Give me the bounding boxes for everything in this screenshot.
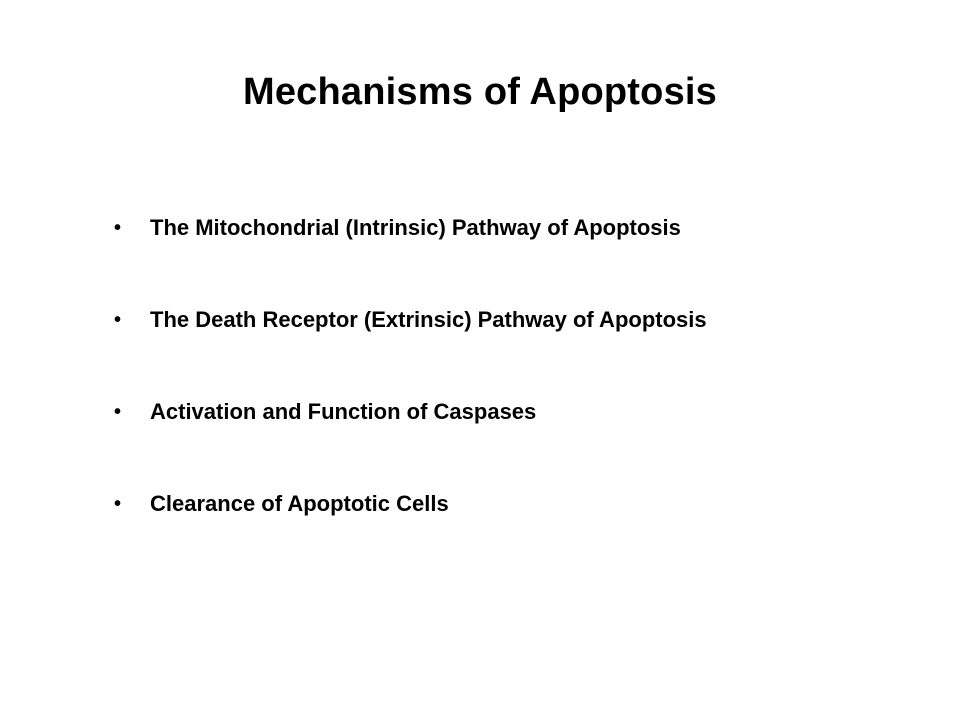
bullet-item-death-receptor-pathway [114, 297, 914, 389]
bullet-text: Activation and Function of Caspases [150, 399, 537, 424]
bullet-text: The Mitochondrial (Intrinsic) Pathway of Apoptosis [150, 215, 681, 240]
bullet-text: The Death Receptor (Extrinsic) Pathway of Apoptosis [150, 307, 707, 332]
bullet-marker: • [114, 217, 122, 239]
slide-title: Mechanisms of Apoptosis [242, 71, 718, 113]
bullet-list [114, 205, 914, 573]
bullet-marker: • [114, 309, 122, 331]
bullet-item-mitochondrial-pathway [114, 205, 914, 297]
bullet-marker: • [114, 493, 122, 515]
bullet-marker: • [114, 401, 122, 423]
bullet-item-clearance [114, 481, 914, 573]
bullet-item-caspases [114, 389, 914, 481]
bullet-text: Clearance of Apoptotic Cells [150, 491, 449, 516]
